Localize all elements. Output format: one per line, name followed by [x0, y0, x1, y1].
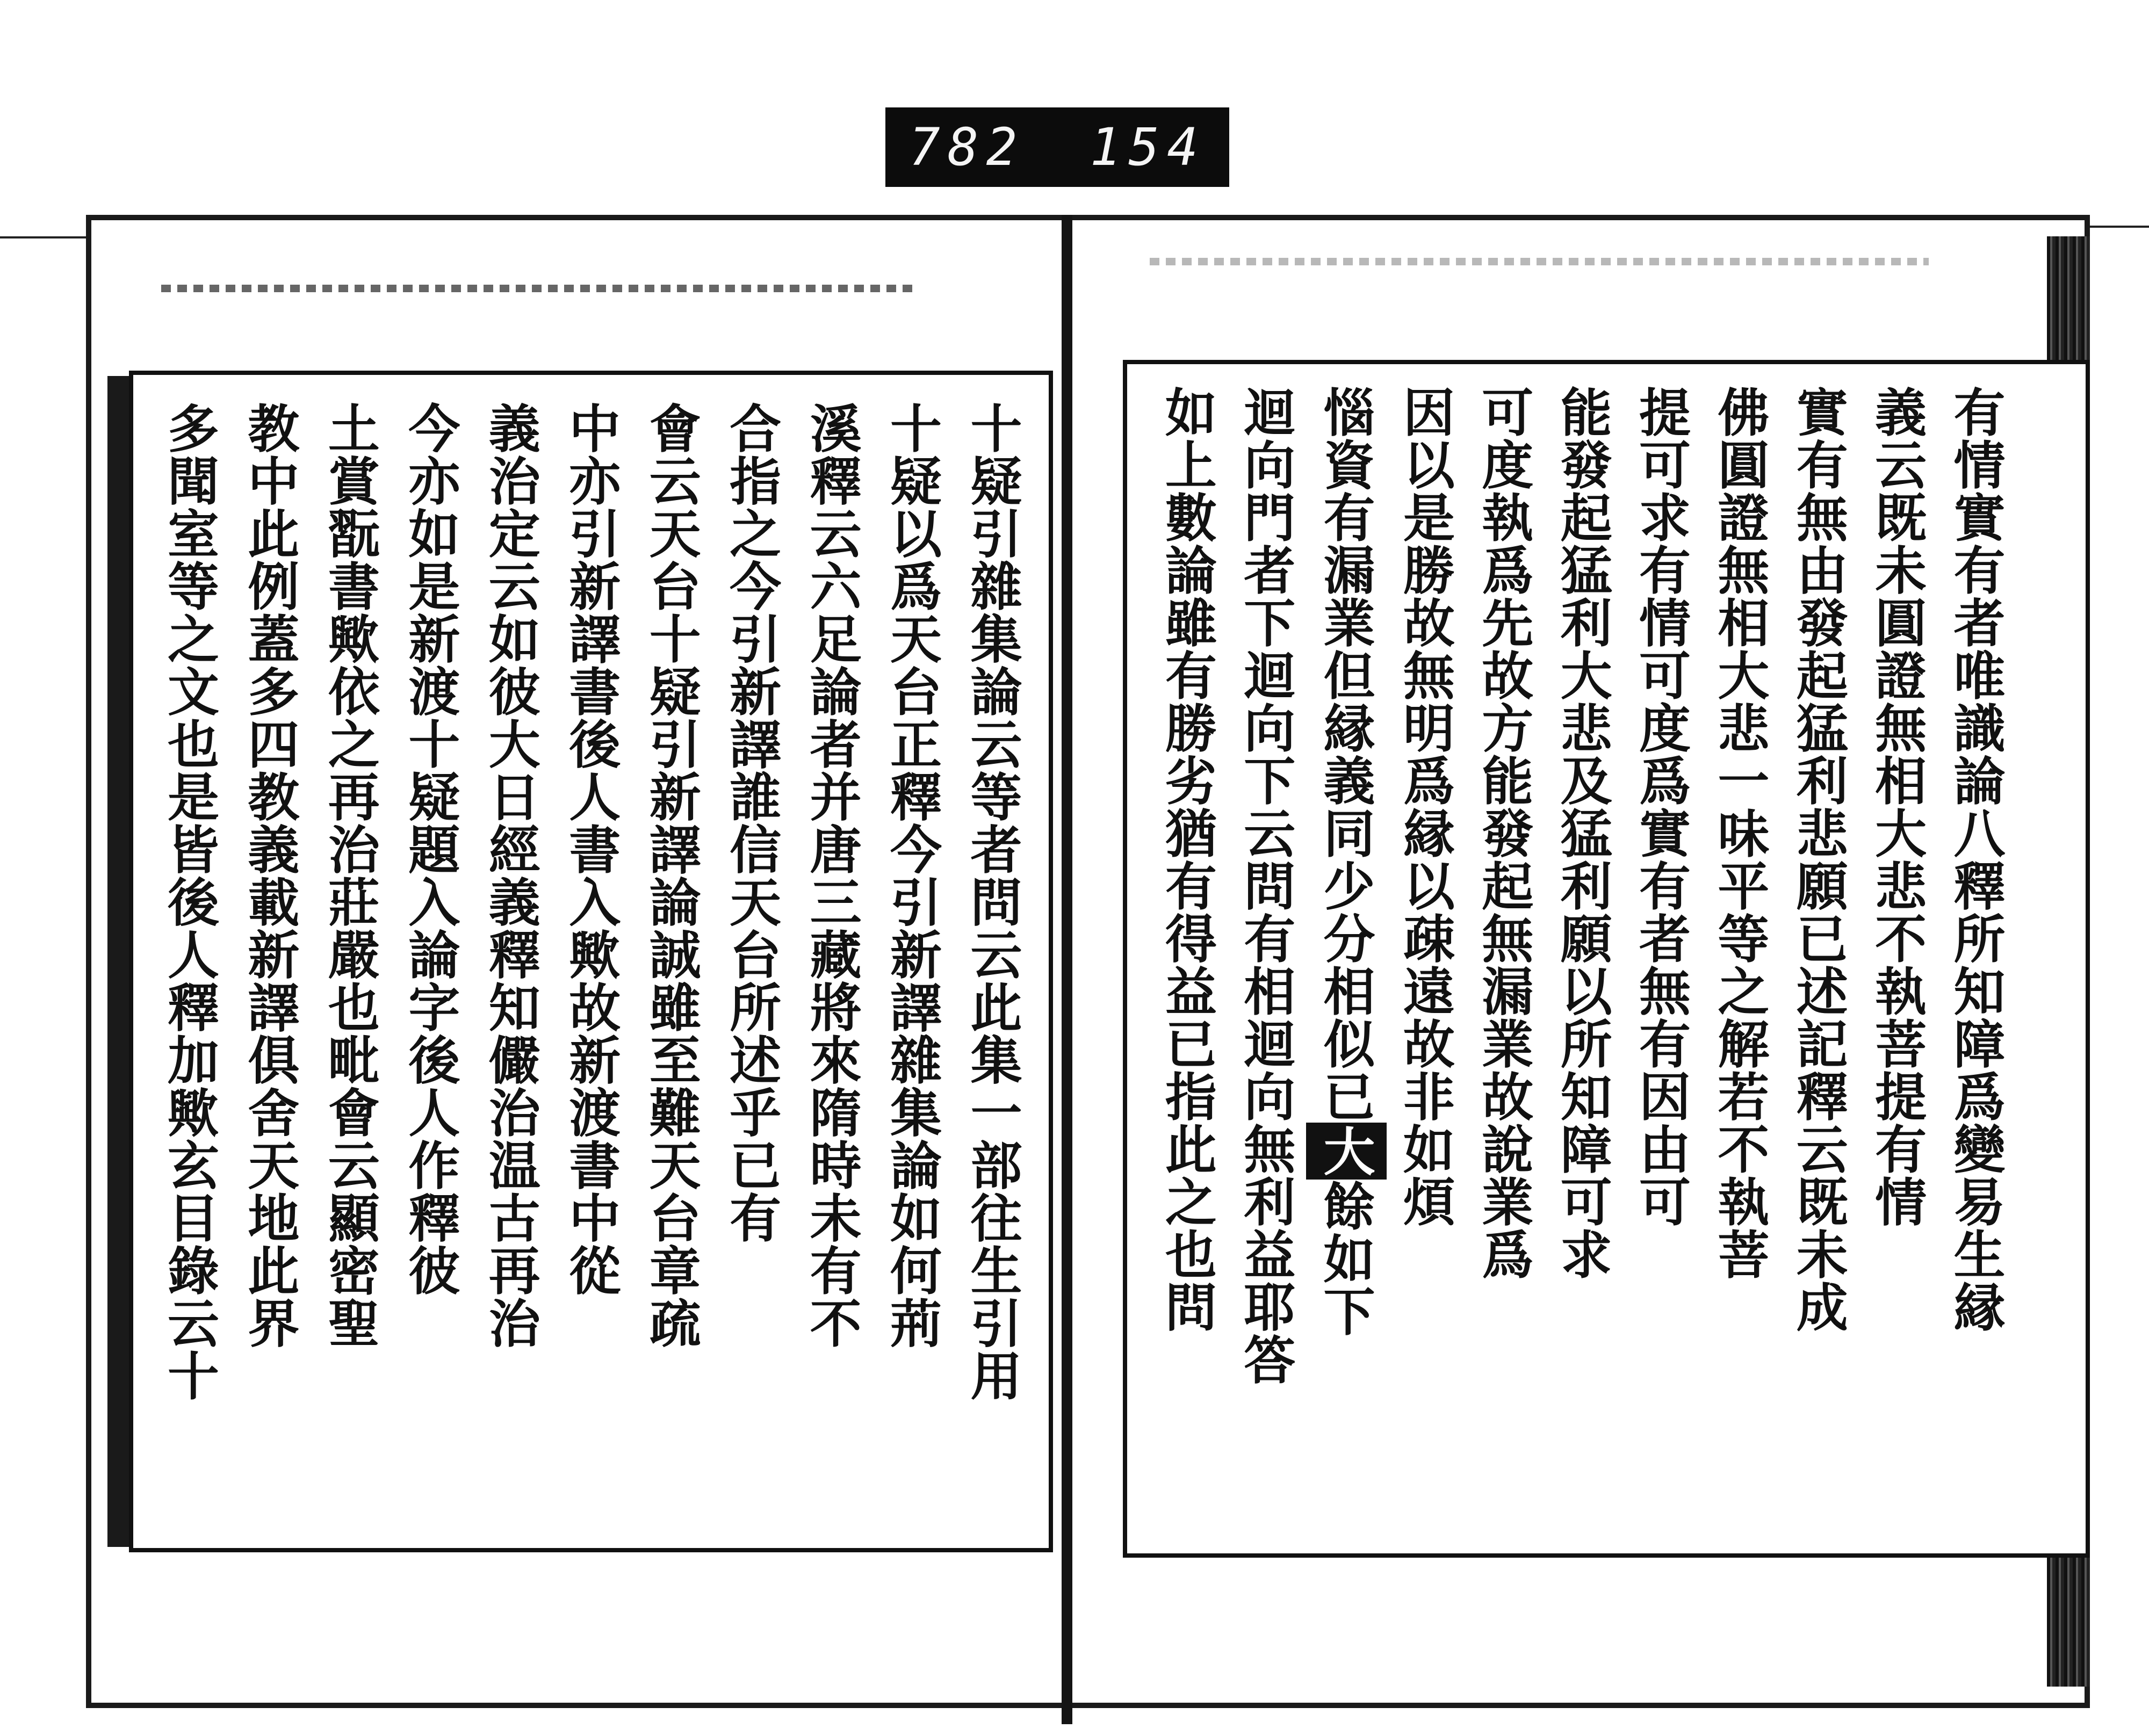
- left-column: 教中此例蓋多四教義載新譯俱舍天地此界: [239, 402, 300, 1349]
- right-column: 佛圓證無相大悲一味平等之解若不執菩: [1709, 386, 1770, 1281]
- left-column: 合指之今引新譯誰信天台所述乎已有: [721, 402, 782, 1244]
- book-gutter: [1062, 215, 1072, 1724]
- scan-number-left: 782: [909, 117, 1025, 177]
- left-column: 土賞翫書歟依之再治莊嚴也毗會云顯密聖: [320, 402, 381, 1349]
- left-text-columns: [149, 402, 1033, 1524]
- left-column: 會云天台十疑引新譯論誠雖至難天台章疏: [641, 402, 702, 1349]
- right-text-columns: [1149, 386, 2016, 1530]
- stamp-mark: 大: [1306, 1123, 1387, 1180]
- left-column: 多聞室等之文也是皆後人釋加歟玄目錄云十: [159, 402, 220, 1402]
- right-column-with-stamp: [1306, 386, 1387, 1530]
- left-column: 十疑以爲天台正釋今引新譯雜集論如何荊: [882, 402, 943, 1349]
- right-column: 如上數論雖有勝劣猶有得益已指此之也問: [1157, 386, 1218, 1333]
- right-column-text: 餘如下: [1315, 1180, 1376, 1337]
- right-column-text: 惱資有漏業但縁義同少分相似已: [1315, 386, 1376, 1123]
- scan-number-right: 154: [1090, 117, 1206, 177]
- left-column: 溪釋云六足論者并唐三藏將來隋時未有不: [802, 402, 863, 1349]
- right-column: 可度執爲先故方能發起無漏業故說業爲: [1473, 386, 1534, 1281]
- right-column: 實有無由發起猛利悲願已述記釋云既未成: [1788, 386, 1849, 1333]
- book-spread: [86, 215, 2090, 1724]
- right-column: 迴向門者下迴向下云問有相迴向無利益耶答: [1235, 386, 1296, 1386]
- left-column: 義治定云如彼大日經義釋知儼治温古再治: [480, 402, 542, 1349]
- edge-rule-left: [0, 236, 97, 238]
- left-column: 十疑引雜集論云等者問云此集一部往生引用: [962, 402, 1023, 1402]
- right-column: 能發起猛利大悲及猛利願以所知障可求: [1552, 386, 1613, 1281]
- left-column: 中亦引新譯書後人書入歟故新渡書中從: [560, 402, 622, 1297]
- scan-number-label: [885, 107, 1229, 187]
- left-text-frame: [129, 371, 1053, 1552]
- right-column: 提可求有情可度爲實有者無有因由可: [1631, 386, 1692, 1228]
- left-column: 今亦如是新渡十疑題入論字後人作釋彼: [400, 402, 461, 1297]
- right-column: 有情實有者唯識論八釋所知障爲變易生縁: [1945, 386, 2006, 1333]
- right-column: 義云既未圓證無相大悲不執菩提有情: [1866, 386, 1928, 1228]
- top-smudge: [1150, 258, 1929, 265]
- right-text-frame: [1123, 360, 2090, 1558]
- top-smudge: [161, 285, 913, 292]
- right-column: 因以是勝故無明爲縁以疎遠故非如煩: [1395, 386, 1456, 1228]
